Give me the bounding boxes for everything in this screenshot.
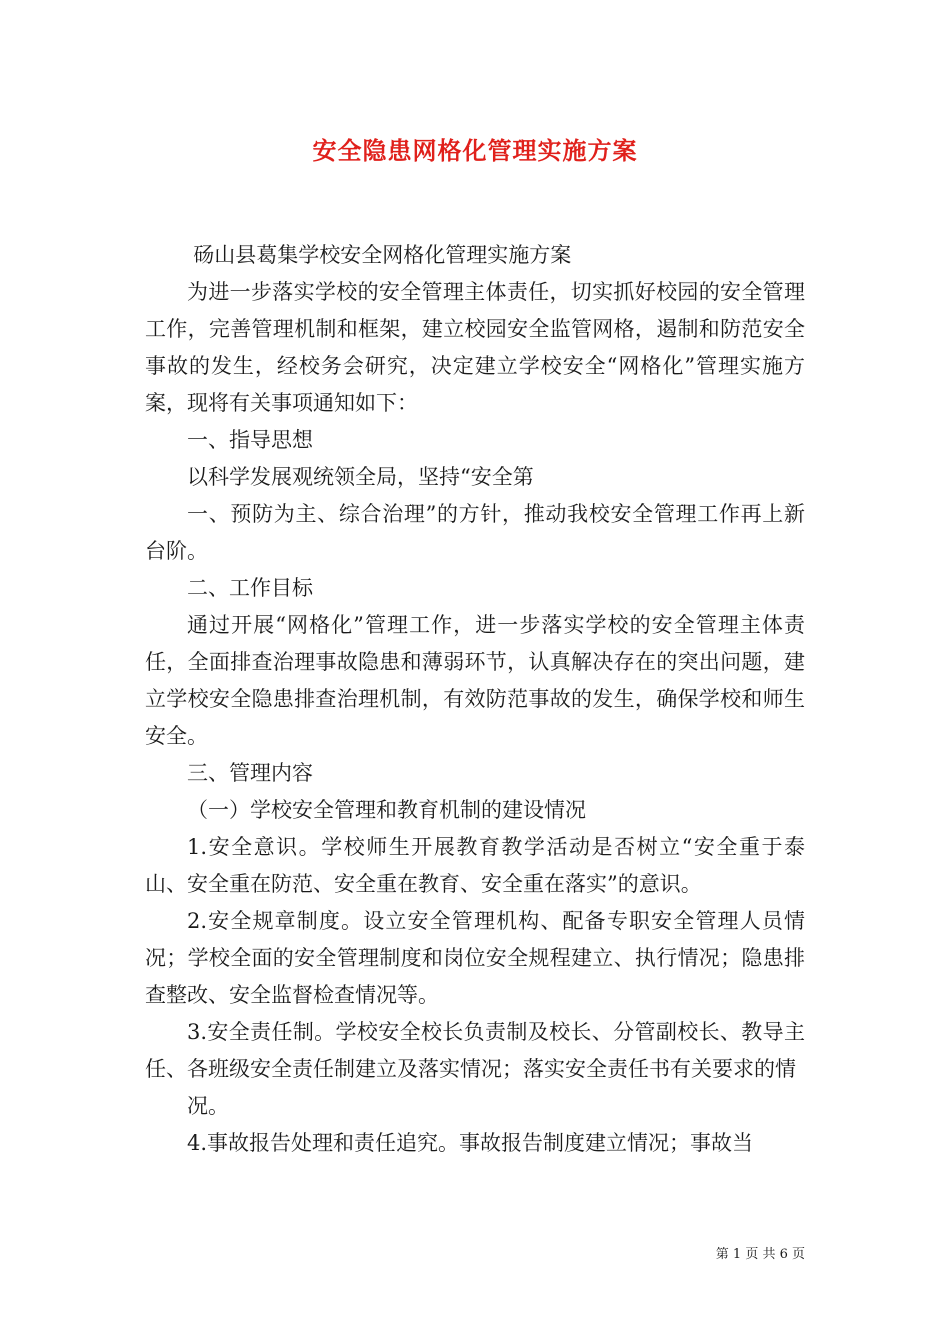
subsection-heading-mechanism: （一）学校安全管理和教育机制的建设情况 [187, 798, 586, 822]
page-number: 第 1 页 共 6 页 [715, 1247, 805, 1262]
item-safety-responsibility-cont: 况。 [187, 1094, 229, 1118]
work-goals-paragraph: 通过开展“网格化”管理工作，进一步落实学校的安全管理主体责任，全面排查治理事故隐患和薄弱环节，认真解决存在的突出问题，建立学校安全隐患排查治理机制，有效防范事故的发生，确保学校和师生安全。 [145, 613, 805, 748]
document-title: 安全隐患网格化管理实施方案 [312, 136, 638, 165]
item-safety-responsibility: 3.安全责任制。学校安全校长负责制及校长、分管副校长、教导主任、各班级安全责任制建立及落实情况；落实安全责任书有关要求的情 [145, 1020, 805, 1081]
guiding-ideology-paragraph: 以科学发展观统领全局，坚持“安全第 [187, 465, 534, 489]
section-heading-guiding-ideology: 一、指导思想 [187, 428, 313, 452]
item-safety-regulations: 2.安全规章制度。设立安全管理机构、配备专职安全管理人员情况；学校全面的安全管理制度和岗位安全规程建立、执行情况；隐患排查整改、安全监督检查情况等。 [145, 909, 805, 1007]
item-safety-awareness: 1.安全意识。学校师生开展教育教学活动是否树立“安全重于泰山、安全重在防范、安全重在教育、安全重在落实”的意识。 [145, 835, 805, 896]
section-heading-management-content: 三、管理内容 [187, 761, 313, 785]
item-accident-reporting: 4.事故报告处理和责任追究。事故报告制度建立情况；事故当 [187, 1131, 754, 1155]
intro-paragraph: 为进一步落实学校的安全管理主体责任，切实抓好校园的安全管理工作，完善管理机制和框架，建立校园安全监管网格，遏制和防范安全事故的发生，经校务会研究，决定建立学校安全“网格化”管理实施方案，现将有关事项通知如下： [145, 280, 805, 415]
guiding-ideology-paragraph-cont: 一、预防为主、综合治理”的方针，推动我校安全管理工作再上新台阶。 [145, 502, 805, 563]
school-plan-subtitle: 砀山县葛集学校安全网格化管理实施方案 [193, 243, 572, 267]
section-heading-work-goals: 二、工作目标 [187, 576, 313, 600]
document-body [145, 237, 805, 1162]
